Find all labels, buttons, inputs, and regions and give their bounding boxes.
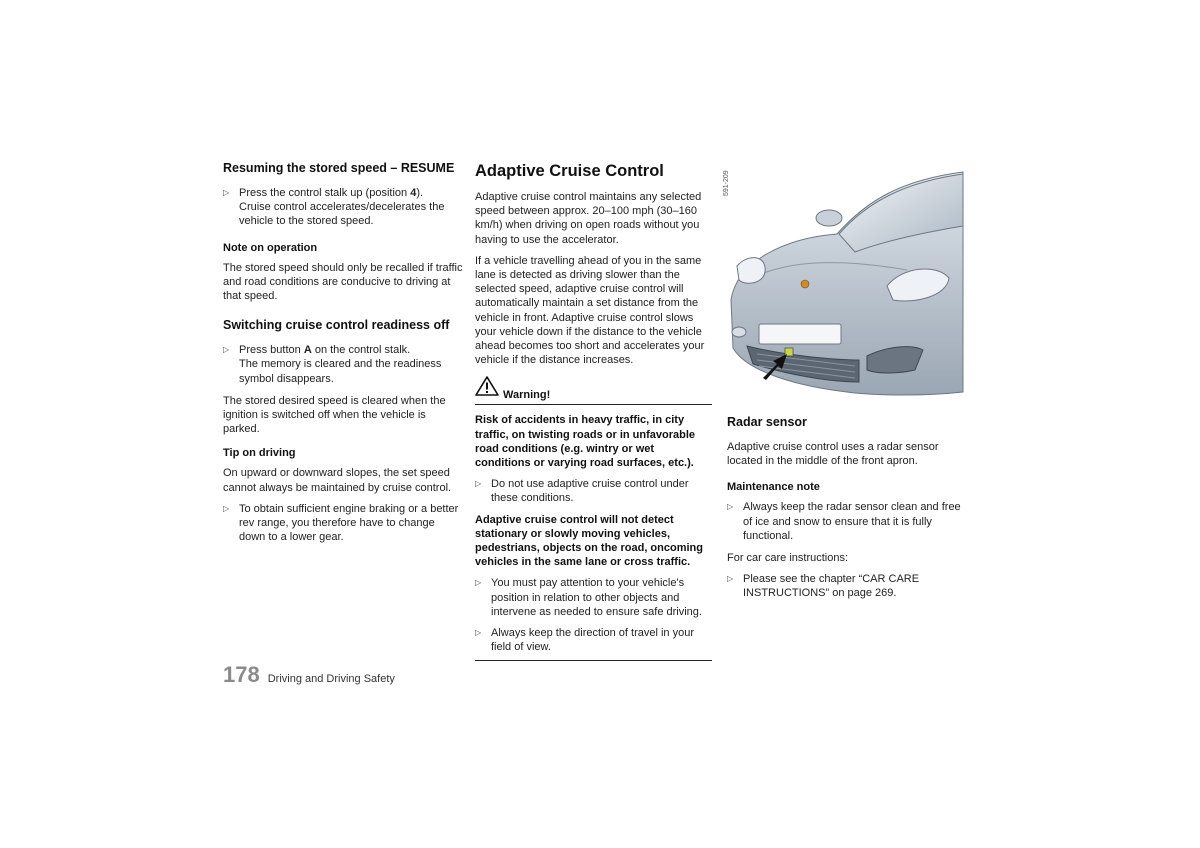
bullet-triangle-icon: ▷ xyxy=(475,578,482,588)
bullet-triangle-icon: ▷ xyxy=(475,628,482,638)
bullet-triangle-icon: ▷ xyxy=(223,188,230,197)
heading-maintenance-note: Maintenance note xyxy=(727,481,820,494)
warning-triangle-icon xyxy=(475,376,499,401)
bullet-triangle-icon: ▷ xyxy=(727,574,734,584)
bullet-triangle-icon: ▷ xyxy=(727,502,734,512)
column-left xyxy=(223,160,463,544)
bullet-triangle-icon: ▷ xyxy=(475,479,482,489)
detection-paragraph: If a vehicle travelling ahead of you in the same lane is detected as driving slower than the selected speed, adaptive cruise control will automatically maintain a set distance from the vehicle in front. Adaptive cruise control slows your vehicle down if the distance to the vehicle ahead becomes too short and accelerates your vehicle if the distance increases. xyxy=(475,254,705,367)
list-item-warning-3: ▷ Always keep the direction of travel in your field of view. xyxy=(475,627,694,654)
heading-adaptive-cruise: Adaptive Cruise Control xyxy=(475,162,664,180)
car-front-figure xyxy=(723,160,967,400)
care-text: For car care instructions: xyxy=(727,552,849,565)
heading-switch-off: Switching cruise control readiness off xyxy=(223,318,450,333)
list-item-tip: ▷ To obtain sufficient engine braking or a better rev range, you therefore have to change down to a lower gear. xyxy=(223,502,459,544)
car-front-illustration xyxy=(727,160,967,400)
page-number: 178 xyxy=(223,662,260,687)
warning-risk-text: Risk of accidents in heavy traffic, in city traffic, on twisting roads or in unfavorable road conditions (e.g. wintry or wet conditions or varying road surfaces, etc.). xyxy=(475,414,696,470)
heading-radar-sensor: Radar sensor xyxy=(727,415,807,429)
warning-end-rule xyxy=(475,660,712,661)
bullet-triangle-icon: ▷ xyxy=(223,345,230,355)
list-item-care: ▷ Please see the chapter “CAR CARE INSTRUCTIONS” on page 269. xyxy=(727,573,920,600)
heading-resume: Resuming the stored speed – RESUME xyxy=(223,161,455,175)
intro-paragraph: Adaptive cruise control maintains any selected speed between approx. 20–100 mph (30–160 km/h) when driving on open roads without you having to use the accelerator. xyxy=(475,191,702,246)
radar-text: Adaptive cruise control uses a radar sensor located in the middle of the front apron. xyxy=(727,441,939,468)
list-item-resume: ▷ Press the control stalk up (position 4). Cruise control accelerates/decelerates the vehicle to the stored speed. xyxy=(223,187,445,228)
section-title: Driving and Driving Safety xyxy=(267,673,395,685)
figure-code: 591-209 xyxy=(723,170,730,196)
warning-header xyxy=(475,376,712,405)
page-footer xyxy=(223,662,395,688)
list-item-warning-2: ▷ You must pay attention to your vehicle's position in relation to other objects and intervene as needed to ensure safe driving. xyxy=(475,577,702,618)
heading-note-operation: Note on operation xyxy=(223,241,318,254)
tip-text: On upward or downward slopes, the set speed cannot always be maintained by cruise control. xyxy=(223,467,452,494)
list-item-warning-1: ▷ Do not use adaptive cruise control under these conditions. xyxy=(475,478,689,505)
column-right xyxy=(723,160,967,601)
note-text: The stored speed should only be recalled if traffic and road conditions are conducive to driving at that speed. xyxy=(223,261,463,303)
switch-text: The stored desired speed is cleared when the ignition is switched off when the vehicle is parked. xyxy=(223,394,446,436)
heading-tip-driving: Tip on driving xyxy=(223,447,296,460)
warning-label: Warning! xyxy=(503,389,551,402)
bullet-triangle-icon: ▷ xyxy=(223,503,230,513)
list-item-maintenance: ▷ Always keep the radar sensor clean and free of ice and snow to ensure that it is fully functional. xyxy=(727,501,961,542)
warning-detection-text: Adaptive cruise control will not detect stationary or slowly moving vehicles, pedestrians, objects on the road, oncoming vehicles in the same lane or cross traffic. xyxy=(475,513,703,569)
column-middle xyxy=(475,160,712,661)
list-item-switch: ▷ Press button A on the control stalk. The memory is cleared and the readiness symbol disappears. xyxy=(223,344,442,385)
